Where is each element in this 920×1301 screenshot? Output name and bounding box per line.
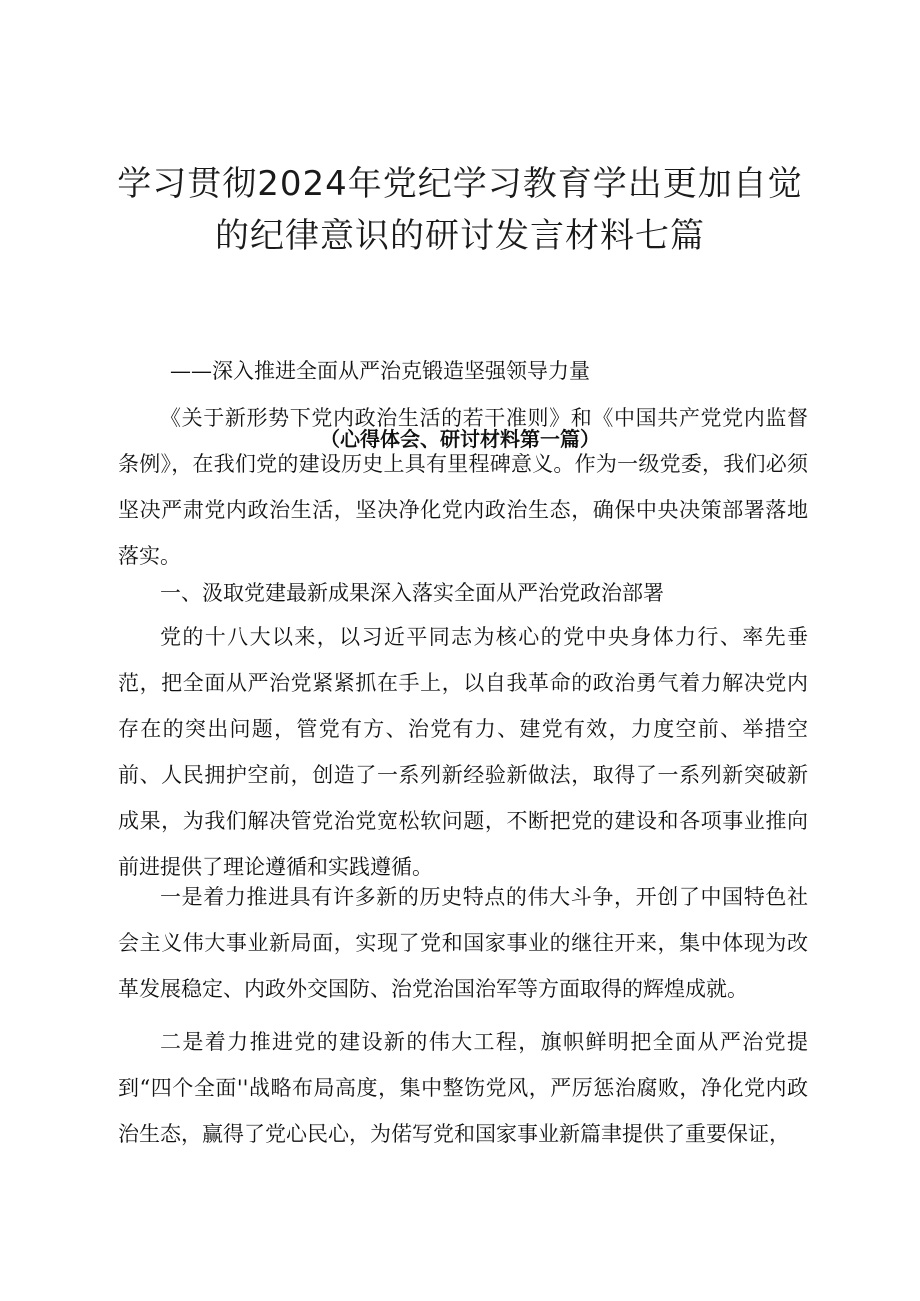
document-subtitle: ——深入推进全面从严治克锻造坚强领导力量	[170, 359, 590, 383]
paragraph-point-two: 二是着力推进党的建设新的伟大工程，旗帜鲜明把全面从严治党提到“四个全面''战略布局高度，集中整饬党风，严厉惩治腐败，净化党内政治生态，赢得了党心民心，为偌写党和国家事业新篇聿提供了重要保证，	[118, 1030, 808, 1146]
title-line-2: 的纪律意识的研讨发言材料七篇	[215, 216, 705, 256]
section-heading-1: 一、汲取党建最新成果深入落实全面从严治党政治部署	[160, 581, 664, 605]
document-title	[60, 158, 860, 262]
title-line-1: 学习贯彻2024年党纪学习教育学出更加自觉	[117, 164, 803, 204]
paragraph-point-one: 一是着力推进具有许多新的历史特点的伟大斗争，开创了中国特色社会主义伟大事业新局面，实现了党和国家事业的继往开来，集中体现为改革发展稳定、内政外交国防、治党治国治军等方面取得的辉煌成就。	[118, 885, 808, 1001]
section-label: （心得体会、研讨材料第一篇）	[320, 427, 600, 451]
paragraph-party-since-18th: 党的十八大以来，以习近平同志为核心的党中央身体力行、率先垂范，把全面从严治党紧紧抓在手上，以自我革命的政治勇气着力解决党内存在的突出问题，管党有方、治党有力、建党有效，力度空前、举措空前、人民拥护空前，创造了一系列新经验新做法，取得了一系列新突破新成果，为我们解决管党治党宽松软问题，不断把党的建设和各项事业推向前进提供了理论遵循和实践遵循。	[118, 625, 808, 879]
paragraph-intro: 《关于新形势下党内政治生活的若干准则》和《中国共产党党内监督条例》，在我们党的建设历史上具有里程碑意义。作为一级党委，我们必须坚决严肃党内政治生活，坚决净化党内政治生态，确保中央决策部署落地落实。	[118, 406, 808, 568]
